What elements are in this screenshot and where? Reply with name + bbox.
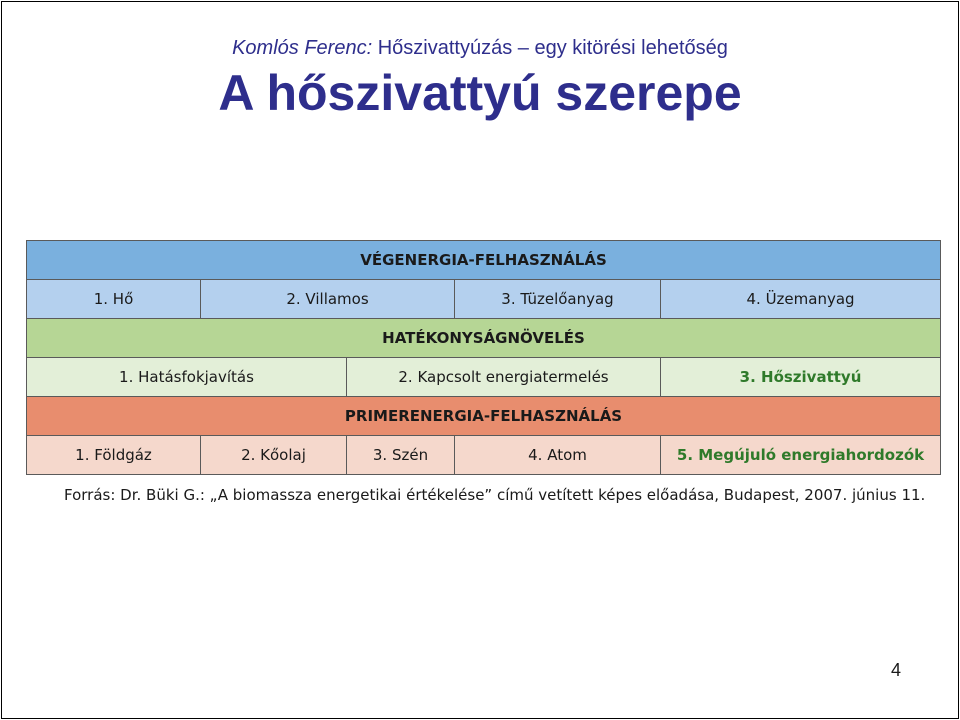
primary-header-row [27,397,941,436]
primary-item: 3. Szén [347,436,455,475]
slide-subtitle [0,37,960,60]
primary-item: 2. Kőolaj [201,436,347,475]
end-use-header-row [27,241,941,280]
end-use-item: 4. Üzemanyag [661,280,941,319]
end-use-item: 3. Tüzelőanyag [455,280,661,319]
primary-item-renewables: 5. Megújuló energiahordozók [661,436,941,475]
efficiency-item: 2. Kapcsolt energiatermelés [347,358,661,397]
page-number: 4 [890,660,901,680]
source-citation: Forrás: Dr. Büki G.: „A biomassza energetikai értékelése” című vetített képes előadása, Budapest, 2007. június 11. [64,486,926,504]
primary-items-row [27,436,941,475]
energy-table [26,240,941,475]
primary-item: 1. Földgáz [27,436,201,475]
primary-item: 4. Atom [455,436,661,475]
end-use-items-row [27,280,941,319]
efficiency-item-heat-pump: 3. Hőszivattyú [661,358,941,397]
subtitle-author: Komlós Ferenc: [232,37,373,59]
efficiency-heading: HATÉKONYSÁGNÖVELÉS [27,319,941,358]
subtitle-text: Hőszivattyúzás – egy kitörési lehetőség [377,37,728,59]
efficiency-items-row [27,358,941,397]
efficiency-item: 1. Hatásfokjavítás [27,358,347,397]
efficiency-header-row [27,319,941,358]
end-use-heading: VÉGENERGIA-FELHASZNÁLÁS [27,241,941,280]
end-use-item: 1. Hő [27,280,201,319]
end-use-item: 2. Villamos [201,280,455,319]
primary-heading: PRIMERENERGIA-FELHASZNÁLÁS [27,397,941,436]
slide-title: A hőszivattyú szerepe [218,65,742,121]
